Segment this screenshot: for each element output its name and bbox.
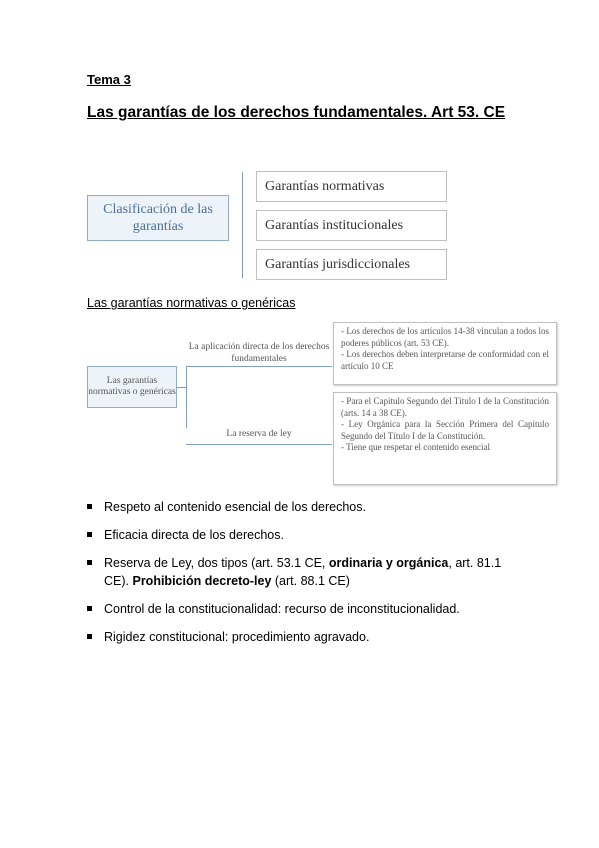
bullet-text: [104, 556, 501, 588]
detail-box-reserva-ley: [333, 392, 557, 485]
detail-text: - Tiene que respetar el contenido esencial: [341, 442, 490, 452]
page-title: Las garantías de los derechos fundamentales. Art 53. CE: [87, 104, 506, 121]
detail-text: - Ley Orgánica para la Sección Primera del Capítulo Segundo del Título I de la Constitución.: [341, 419, 549, 441]
diagram-connector: [242, 172, 243, 278]
bullet-segment-bold: ordinaria y orgánica: [328, 556, 449, 570]
diagram2-connector-root: [177, 387, 186, 388]
bullet-item: [87, 600, 517, 618]
diagram2-root-box: Las garantías normativas o genéricas: [87, 366, 177, 408]
guarantees-bullet-list: [87, 498, 517, 656]
bullet-square-icon: [87, 532, 92, 537]
detail-text: - Los derechos de los artículos 14-38 vinculan a todos los poderes públicos (art. 53 CE).: [341, 326, 549, 348]
bullet-text: Rigidez constitucional: procedimiento agravado.: [104, 630, 370, 644]
bullet-segment: Reserva de Ley, dos tipos (art. 53.1 CE,: [104, 556, 329, 570]
guarantee-box-normative: Garantías normativas: [256, 171, 447, 202]
diagram-root-box: Clasificación de las garantías: [87, 195, 229, 241]
branch-box-direct-application: La aplicación directa de los derechos fundamentales: [186, 339, 332, 367]
detail-text: - Los derechos deben interpretarse de conformidad con el artículo 10 CE: [341, 349, 549, 371]
guarantee-box-institutional: Garantías institucionales: [256, 210, 447, 241]
bullet-text: Eficacia directa de los derechos.: [104, 528, 284, 542]
bullet-square-icon: [87, 606, 92, 611]
bullet-segment: (art. 88.1 CE): [271, 574, 350, 588]
bullet-item: [87, 526, 517, 544]
detail-box-direct-application: [333, 322, 557, 385]
bullet-segment: , art. 81.1 CE).: [104, 556, 502, 588]
bullet-item: [87, 628, 517, 646]
bullet-text: Control de la constitucionalidad: recurso de inconstitucionalidad.: [104, 602, 460, 616]
bullet-segment-bold: Prohibición decreto-ley: [132, 574, 272, 588]
detail-text: - Para el Capítulo Segundo del Título I de la Constitución (arts. 14 a 38 CE).: [341, 396, 549, 418]
topic-label: Tema 3: [87, 72, 131, 87]
branch-box-reserva-ley: La reserva de ley: [186, 428, 332, 445]
section-heading: Las garantías normativas o genéricas: [87, 296, 296, 310]
bullet-item: [87, 554, 517, 590]
bullet-text: Respeto al contenido esencial de los derechos.: [104, 500, 366, 514]
bullet-square-icon: [87, 634, 92, 639]
bullet-item: [87, 498, 517, 516]
bullet-square-icon: [87, 504, 92, 509]
bullet-square-icon: [87, 560, 92, 565]
guarantee-box-jurisdictional: Garantías jurisdiccionales: [256, 249, 447, 280]
